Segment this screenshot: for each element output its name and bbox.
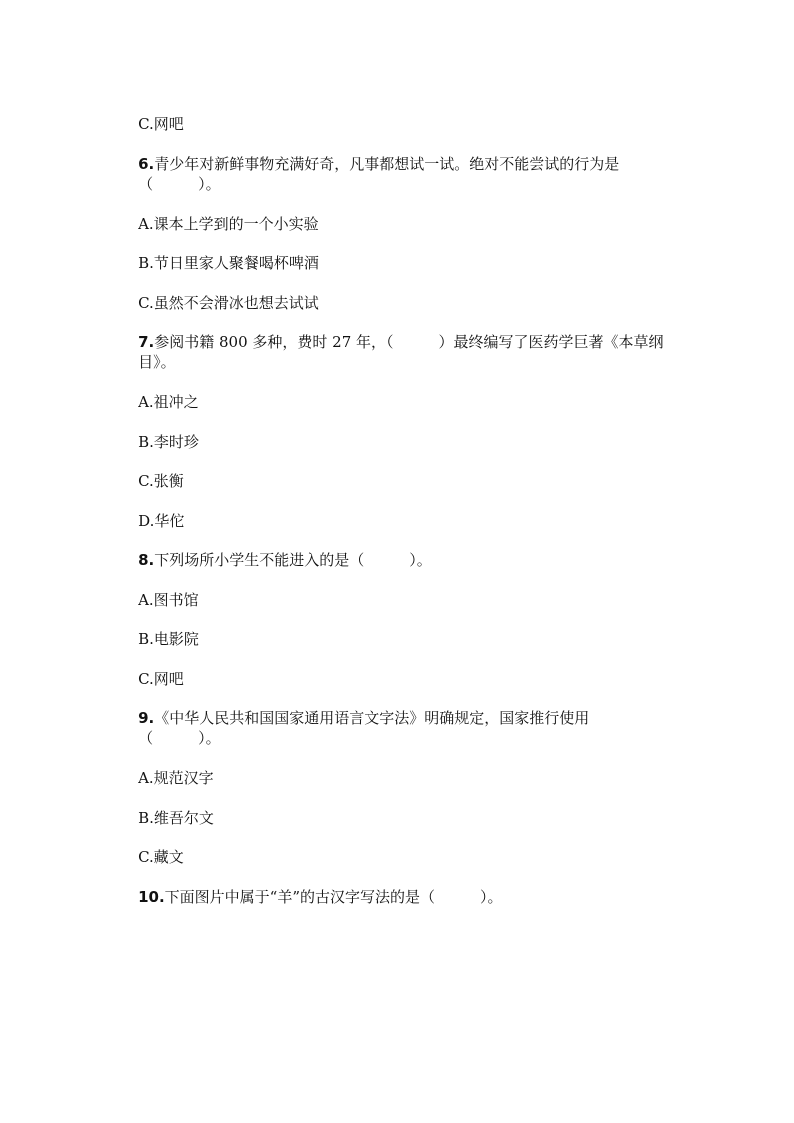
- option-text: D.华佗: [138, 512, 185, 530]
- option-text: A.祖冲之: [138, 393, 199, 411]
- option-text: B.维吾尔文: [138, 809, 214, 827]
- question-number: 8.: [138, 551, 155, 569]
- question-10: [119, 869, 503, 926]
- option-text: A.图书馆: [138, 591, 199, 609]
- question-text: （ ）。: [138, 729, 221, 747]
- question-number: 9.: [138, 709, 155, 727]
- option-text: C.网吧: [138, 115, 184, 133]
- question-text: 青少年对新鲜事物充满好奇，凡事都想试一试。绝对不能尝试的行为是: [154, 155, 620, 173]
- question-text: 目》。: [138, 353, 176, 371]
- option-text: B.电影院: [138, 630, 199, 648]
- option-text: C.虽然不会滑冰也想去试试: [138, 294, 319, 312]
- option-text: C.藏文: [138, 848, 184, 866]
- option-text: C.张衡: [138, 472, 184, 490]
- question-text: 参阅书籍 800 多种，费时 27 年，（ ）最终编写了医药学巨著《本草纲: [154, 333, 664, 351]
- option-text: B.李时珍: [138, 433, 199, 451]
- option-text: A.课本上学到的一个小实验: [138, 215, 319, 233]
- question-number: 10.: [138, 888, 165, 906]
- question-number: 7.: [138, 333, 155, 351]
- question-number: 6.: [138, 155, 155, 173]
- question-text: 下面图片中属于“羊”的古汉字写法的是（ ）。: [164, 888, 503, 906]
- option-text: B.节日里家人聚餐喝杯啤酒: [138, 254, 319, 272]
- question-text: 下列场所小学生不能进入的是（ ）。: [154, 551, 432, 569]
- question-7: [119, 314, 664, 371]
- option-text: A.规范汉字: [138, 769, 214, 787]
- option-text: C.网吧: [138, 670, 184, 688]
- question-text: 《中华人民共和国国家通用语言文字法》明确规定，国家推行使用: [154, 709, 590, 727]
- question-text: （ ）。: [138, 175, 221, 193]
